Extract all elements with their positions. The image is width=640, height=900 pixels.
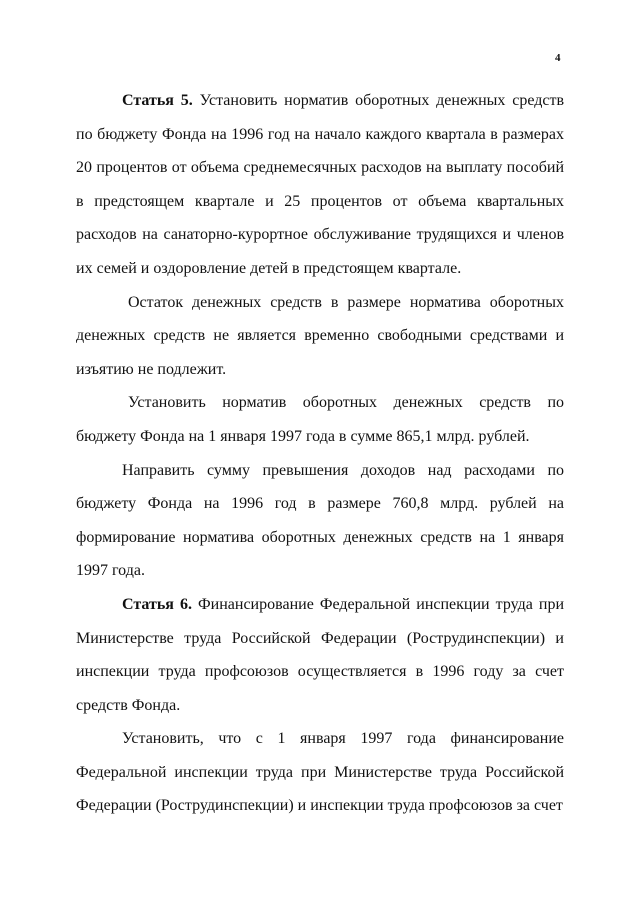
article-6-text: Финансирование Федеральной инспекции труда при Министерстве труда Российской Федерации (Рострудинспекции) и инспекции труда профсоюзов осуществляется в 1996 году за счет средств Фонда.	[76, 595, 565, 714]
cash-balance-text: Остаток денежных средств в размере норматива оборотных денежных средств не является временно свободными средствами и изъятию не подлежит.	[76, 293, 564, 378]
paragraph-surplus	[76, 454, 564, 588]
article-6-label: Статья 6.	[122, 595, 192, 613]
norm-1997-text: Установить норматив оборотных денежных средств по бюджету Фонда на 1 января 1997 года в сумме 865,1 млрд. рублей.	[76, 394, 564, 445]
article-5-label: Статья 5.	[122, 92, 193, 109]
paragraph-article-6	[76, 588, 564, 722]
paragraph-norm-1997	[76, 386, 564, 453]
paragraph-financing-1997	[76, 722, 564, 823]
page-number: 4	[555, 52, 561, 64]
paragraph-article-5	[76, 84, 564, 286]
paragraph-cash-balance	[76, 286, 564, 387]
surplus-text: Направить сумму превышения доходов над расходами по бюджету Фонда на 1996 год в размере 760,8 млрд. рублей на формирование норматива оборотных денежных средств на 1 января 1997 года.	[76, 461, 564, 580]
financing-1997-text: Установить, что с 1 января 1997 года финансирование Федеральной инспекции труда при Министерстве труда Российской Федерации (Рострудинспекции) и инспекции труда профсоюзов за счет	[76, 730, 564, 815]
article-5-text: Установить норматив оборотных денежных средств по бюджету Фонда на 1996 год на начало каждого квартала в размерах 20 процентов от объема среднемесячных расходов на выплату пособий в предстоящем квартале и 25 процентов от объема квартальных расходов на санаторно-курортное обслуживание трудящихся и членов их семей и оздоровление детей в предстоящем квартале.	[76, 92, 565, 277]
document-body	[76, 84, 564, 823]
